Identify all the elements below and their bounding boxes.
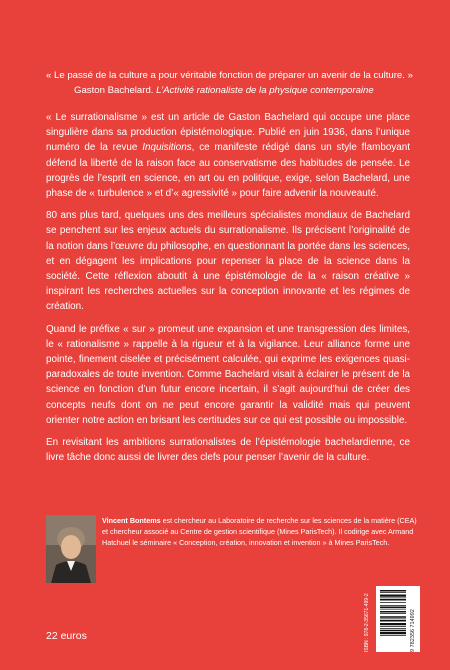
paragraph-1-start: « Le surrationalisme » est un article de Gaston Bachelard qui occupe une place singulière dans sa production épistémologique. Publié en juin 1936, dans l’unique numéro de la revue xyxy=(46,112,410,154)
back-cover-description xyxy=(46,110,410,472)
price: 22 euros xyxy=(46,630,87,642)
epigraph-attribution xyxy=(46,83,416,98)
author-name: Vincent Bontems xyxy=(102,516,161,525)
epigraph-quote: « Le passé de la culture a pour véritable fonction de préparer un avenir de la culture. » xyxy=(46,70,413,81)
paragraph-1-end: , ce manifeste rédigé dans un style flamboyant défend la liberté de la raison face au conservatisme des habitudes de pensée. Le progrès de l’esprit en science, en art ou en politique, exige, selon Bachelard, une phase de « turbulence » et d’« agressivité » pour faire advenir la nouveauté. xyxy=(46,142,410,200)
isbn-text: ISBN : 978-2-35671-499-2 xyxy=(364,593,370,652)
barcode-number: 9 782356 714992 xyxy=(410,609,416,652)
epigraph-work: L’Activité rationaliste de la physique contemporaine xyxy=(156,85,374,96)
paragraph-4: En revisitant les ambitions surrationalistes de l’épistémologie bachelardienne, ce livre tâche donc aussi de livrer des clefs pour penser l’avenir de la culture. xyxy=(46,437,410,464)
paragraph-2: 80 ans plus tard, quelques uns des meilleurs spécialistes mondiaux de Bachelard se penchent sur les enjeux actuels du surrationalisme. Ils précisent l’originalité de la notion dans l’œuvre du philosophe, en questionnant la portée dans les sciences, et en dégagent les implications pour repenser la place de la science dans la société. Cette réflexion aboutit à une épistémologie de la « raison créative » inspirant les recherches actuelles sur la conception innovante et les régimes de création. xyxy=(46,210,410,313)
journal-title: Inquisitions xyxy=(142,142,192,154)
epigraph-author: Gaston Bachelard. xyxy=(74,85,154,96)
paragraph-1 xyxy=(46,110,410,201)
author-bio-text xyxy=(102,515,422,548)
epigraph xyxy=(46,68,416,98)
author-bio xyxy=(46,515,421,585)
author-portrait-image xyxy=(46,515,96,583)
author-portrait xyxy=(46,515,96,583)
paragraph-3: Quand le préfixe « sur » promeut une expansion et une transgression des limites, le « rationalisme » rappelle à la rigueur et à la vigilance. Leur alliance forme une pointe, finement ciselée et précisément calculée, qui exprime les exigences quasi-paradoxales de toute invention. Comme Bachelard visait à éclairer le présent de la science en fonction d’un futur encore incertain, il s’agit aujourd’hui de créer des concepts neufs dont on ne peut encore garantir la validité mais qui peuvent orienter notre action en brisant les certitudes sur ce qui est possible ou impossible. xyxy=(46,323,410,426)
author-description: est chercheur au Laboratoire de recherche sur les sciences de la matière (CEA) et chercheur associé au Centre de gestion scientifique (Mines ParisTech). Il codirige avec Armand Hatchuel le séminaire « Conception, création, innovation et invention » à Mines ParisTech. xyxy=(102,516,417,547)
